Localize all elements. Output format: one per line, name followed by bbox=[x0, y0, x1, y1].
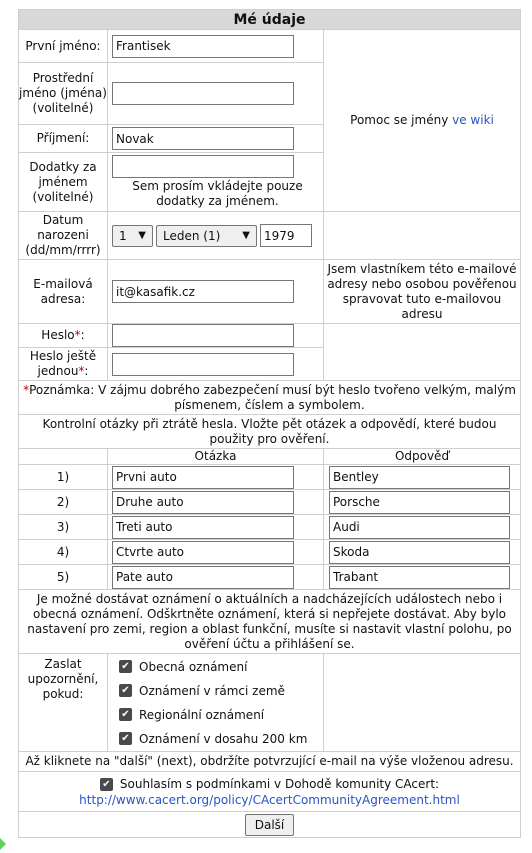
question-input[interactable] bbox=[112, 566, 294, 589]
page-corner-marker bbox=[0, 838, 6, 850]
notifications-intro: Je možné dostávat oznámení o aktuálních a nadcházejících událostech nebo i obecná oznámení. Odškrtněte oznámení, která si nepřejete dostávat. Aby bylo nastavení pro zemi, region a oblast funkční, musíte si nastavit vlastní polohu, po ověření účtu a přihlášení se. bbox=[19, 590, 521, 654]
question-row bbox=[19, 490, 521, 515]
notify-region-label: Regionální oznámení bbox=[139, 707, 265, 722]
chevron-down-icon: ▼ bbox=[242, 229, 250, 241]
chevron-down-icon: ▼ bbox=[138, 229, 146, 241]
dob-fields bbox=[108, 212, 324, 260]
dob-year-input[interactable] bbox=[260, 224, 312, 247]
checkbox-checked-icon[interactable]: ✔ bbox=[119, 684, 132, 697]
question-row bbox=[19, 565, 521, 590]
password-note-mark: * bbox=[23, 382, 30, 397]
password-repeat-label bbox=[19, 348, 108, 381]
names-help bbox=[324, 30, 521, 212]
answer-input[interactable] bbox=[329, 491, 510, 514]
question-input[interactable] bbox=[112, 541, 294, 564]
questions-header-num bbox=[19, 449, 108, 465]
next-button[interactable]: Další bbox=[245, 814, 295, 836]
last-name-input[interactable] bbox=[112, 127, 294, 150]
dob-side bbox=[324, 212, 521, 260]
agreement-checkbox-checked-icon[interactable]: ✔ bbox=[100, 778, 113, 791]
notification-options bbox=[108, 654, 324, 752]
answer-input[interactable] bbox=[329, 566, 510, 589]
notifications-label: Zaslat upozornění, pokud: bbox=[19, 654, 108, 752]
password-side bbox=[324, 324, 521, 381]
password-repeat-label-colon: : bbox=[84, 364, 89, 378]
question-row bbox=[19, 540, 521, 565]
password-repeat-label-text: Heslo ještě jednou bbox=[29, 349, 97, 378]
first-name-label: První jméno: bbox=[19, 30, 108, 63]
password-input[interactable] bbox=[112, 324, 294, 347]
dob-day-select[interactable] bbox=[112, 225, 153, 247]
notify-country-option[interactable] bbox=[108, 679, 323, 703]
question-number: 2) bbox=[19, 490, 108, 515]
my-details-table bbox=[18, 9, 521, 838]
suffix-input[interactable] bbox=[112, 155, 294, 178]
checkbox-checked-icon[interactable]: ✔ bbox=[119, 732, 132, 745]
password-label-colon: : bbox=[80, 328, 85, 342]
required-mark: * bbox=[78, 364, 85, 378]
answer-input[interactable] bbox=[329, 541, 510, 564]
checkbox-checked-icon[interactable]: ✔ bbox=[119, 660, 132, 673]
checkbox-checked-icon[interactable]: ✔ bbox=[119, 708, 132, 721]
question-number: 5) bbox=[19, 565, 108, 590]
question-row bbox=[19, 465, 521, 490]
notify-general-label: Obecná oznámení bbox=[139, 659, 248, 674]
email-label: E-mailová adresa: bbox=[19, 260, 108, 324]
last-name-label: Příjmení: bbox=[19, 125, 108, 153]
suffix-hint: Sem prosím vkládejte pouze dodatky za jménem. bbox=[132, 179, 303, 208]
agreement-text: Souhlasím s podmínkami v Dohodě komunity CAcert: bbox=[119, 776, 440, 791]
question-number: 4) bbox=[19, 540, 108, 565]
email-ownership-note: Jsem vlastníkem této e-mailové adresy nebo osobou pověřenou spravovat tuto e-mailovou adresu bbox=[324, 260, 521, 324]
dob-month-value: Leden (1) bbox=[163, 228, 221, 243]
page-title: Mé údaje bbox=[19, 10, 521, 30]
password-repeat-input[interactable] bbox=[112, 353, 294, 376]
middle-name-input[interactable] bbox=[112, 82, 294, 105]
first-name-input[interactable] bbox=[112, 35, 294, 58]
notify-general-option[interactable] bbox=[108, 655, 323, 679]
dob-month-select[interactable] bbox=[156, 225, 257, 247]
notify-radius-label: Oznámení v dosahu 200 km bbox=[139, 731, 308, 746]
dob-label: Datum narozeni (dd/mm/rrrr) bbox=[19, 212, 108, 260]
notify-region-option[interactable] bbox=[108, 703, 323, 727]
security-questions-intro: Kontrolní otázky při ztrátě hesla. Vložte pět otázek a odpovědí, které budou použity pro ověření. bbox=[19, 415, 521, 449]
question-row bbox=[19, 515, 521, 540]
answer-input[interactable] bbox=[329, 516, 510, 539]
names-help-text: Pomoc se jmény bbox=[350, 113, 449, 127]
question-number: 1) bbox=[19, 465, 108, 490]
password-label-text: Heslo bbox=[41, 328, 75, 342]
question-number: 3) bbox=[19, 515, 108, 540]
notify-country-label: Oznámení v rámci země bbox=[139, 683, 285, 698]
dob-day-value: 1 bbox=[119, 228, 127, 243]
middle-name-label: Prostřední jméno (jména) (volitelné) bbox=[19, 63, 108, 125]
question-input[interactable] bbox=[112, 466, 294, 489]
question-input[interactable] bbox=[112, 516, 294, 539]
agreement-cell bbox=[19, 772, 521, 812]
question-column-header: Otázka bbox=[108, 449, 324, 465]
registration-form bbox=[18, 9, 520, 838]
corner-marker-icon bbox=[0, 838, 6, 850]
notify-radius-option[interactable] bbox=[108, 727, 323, 751]
wiki-link[interactable]: ve wiki bbox=[452, 113, 494, 127]
submit-cell bbox=[19, 812, 521, 838]
password-label bbox=[19, 324, 108, 348]
question-input[interactable] bbox=[112, 491, 294, 514]
suffix-label: Dodatky za jménem (volitelné) bbox=[19, 153, 108, 212]
answer-column-header: Odpověď bbox=[324, 449, 521, 465]
agreement-link[interactable]: http://www.cacert.org/policy/CAcertCommunityAgreement.html bbox=[79, 793, 460, 807]
answer-input[interactable] bbox=[329, 466, 510, 489]
required-mark: * bbox=[74, 328, 81, 342]
password-note bbox=[19, 381, 521, 415]
email-input[interactable] bbox=[112, 280, 294, 303]
notifications-side bbox=[324, 654, 521, 752]
next-step-note: Až kliknete na "další" (next), obdržíte potvrzující e-mail na výše vloženou adresu. bbox=[19, 752, 521, 772]
password-note-text: Poznámka: V zájmu dobrého zabezpečení musí být heslo tvořeno velkým, malým písmenem, číslem a symbolem. bbox=[29, 382, 516, 412]
